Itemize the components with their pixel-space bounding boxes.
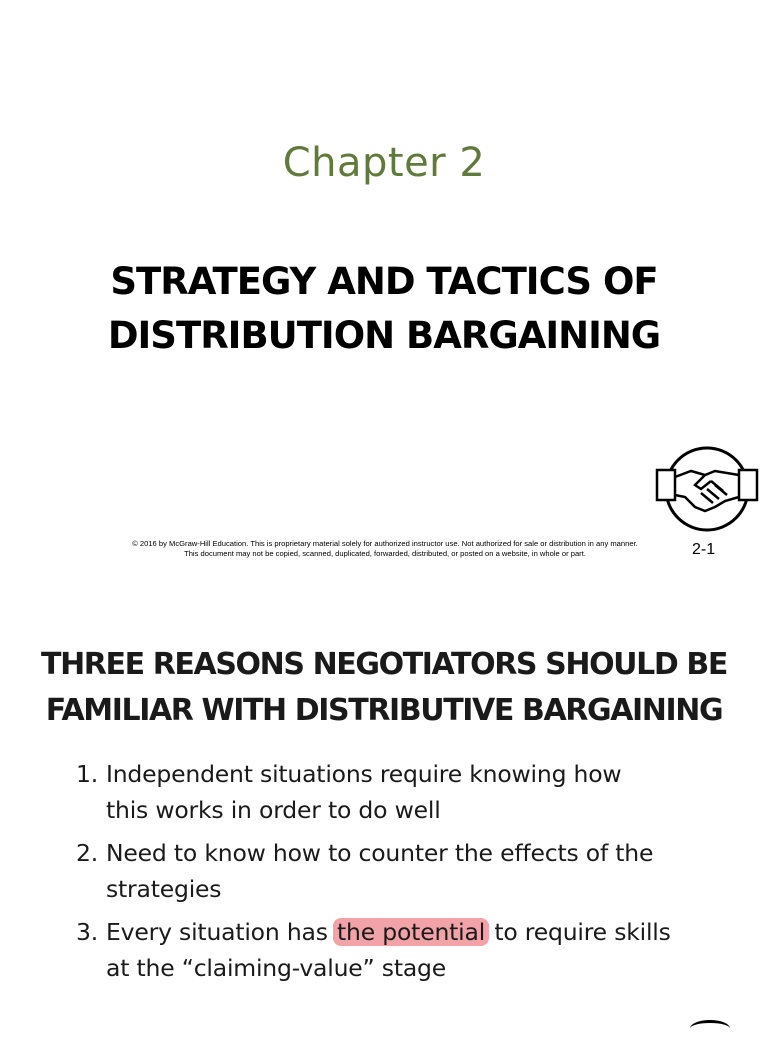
handshake-icon [655, 445, 759, 533]
reasons-list [76, 756, 736, 993]
slide-title-line: FAMILIAR WITH DISTRIBUTIVE BARGAINING [45, 693, 723, 728]
list-number: 1. [76, 760, 99, 788]
slide-title-line: THREE REASONS NEGOTIATORS SHOULD BE [41, 647, 727, 682]
next-slide-edge [690, 1020, 730, 1037]
slide-title [20, 642, 748, 734]
list-line: Need to know how to counter the effects of the [106, 839, 654, 867]
slide-title-line: STRATEGY AND TACTICS OF [110, 260, 658, 303]
list-text-segment: to require skills [494, 918, 671, 946]
list-text [106, 835, 736, 907]
list-number: 3. [76, 918, 99, 946]
list-line: strategies [106, 875, 222, 903]
list-text [106, 756, 736, 828]
list-text [106, 914, 736, 986]
slide-title [60, 255, 708, 363]
list-line: this works in order to do well [106, 796, 441, 824]
list-item [76, 835, 736, 907]
list-item [76, 756, 736, 828]
slide-reasons [0, 580, 768, 1024]
text-highlight[interactable]: the potential [333, 918, 489, 946]
chapter-label: Chapter 2 [282, 140, 486, 186]
copyright-line: © 2016 by McGraw-Hill Education. This is proprietary material solely for authorized instructor use. Not authorized for sale or distribution in any manner. [132, 539, 638, 548]
page-number: 2-1 [692, 541, 716, 558]
list-line: at the “claiming-value” stage [106, 954, 447, 982]
slide-title-line: DISTRIBUTION BARGAINING [107, 314, 661, 357]
list-item [76, 914, 736, 986]
list-number: 2. [76, 839, 99, 867]
list-line: Independent situations require knowing how [106, 760, 622, 788]
list-text-segment: Every situation has [106, 918, 328, 946]
list-line [106, 914, 736, 950]
copyright-notice [70, 539, 700, 559]
copyright-line: This document may not be copied, scanned, duplicated, forwarded, distributed, or posted on a website, in whole or part. [184, 549, 586, 558]
